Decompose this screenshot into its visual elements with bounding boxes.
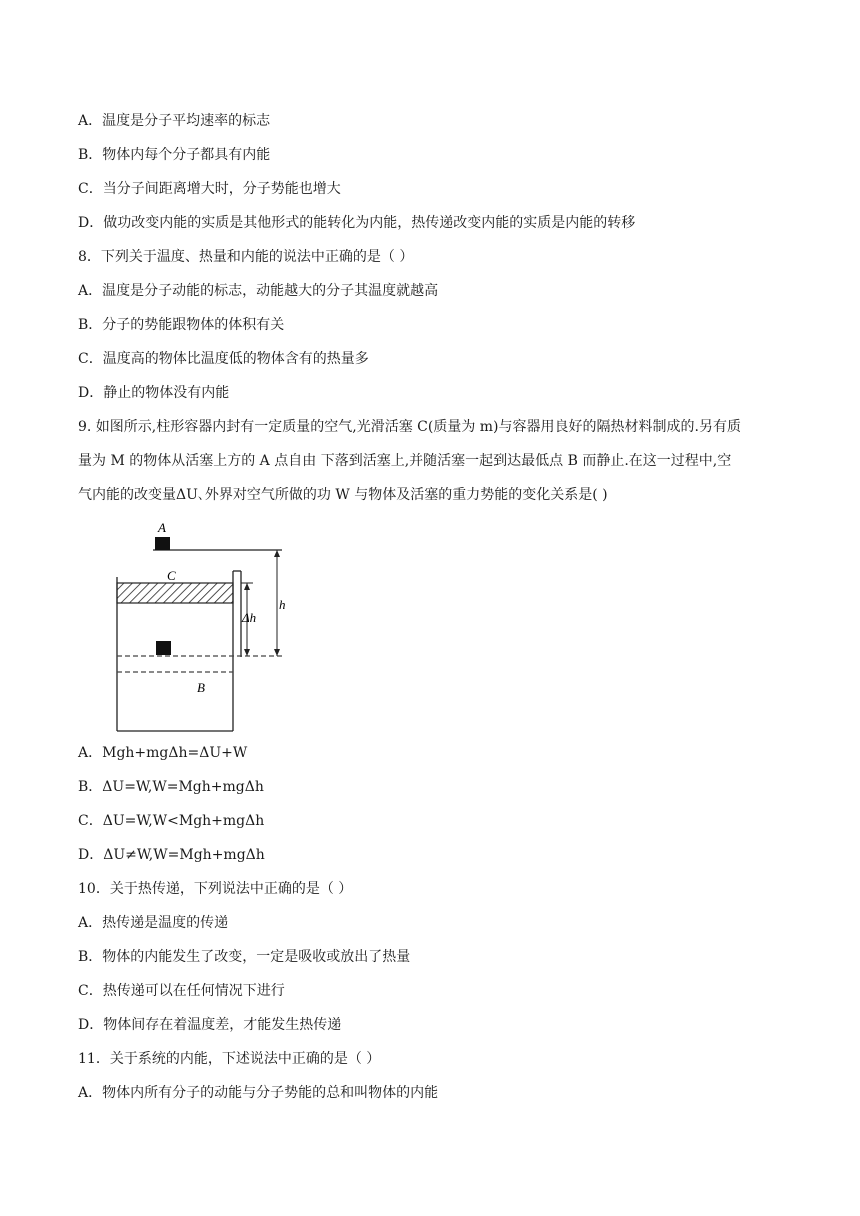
piston-c (117, 583, 233, 603)
q8-option-d: D．静止的物体没有内能 (78, 385, 230, 401)
q8-option-a: A．温度是分子动能的标志，动能越大的分子其温度就越高 (78, 283, 439, 299)
q7-option-b: B．物体内每个分子都具有内能 (78, 147, 271, 163)
q9-stem-line-2: 量为 M 的物体从活塞上方的 A 点自由 下落到活塞上,并随活塞一起到达最低点 B 而静止.在这一过程中,空 (78, 453, 732, 469)
q7-option-a: A．温度是分子平均速率的标志 (78, 113, 271, 129)
q7-option-d: D．做功改变内能的实质是其他形式的能转化为内能，热传递改变内能的实质是内能的转移 (78, 215, 636, 231)
label-c: C (167, 568, 176, 583)
q8-stem: 8．下列关于温度、热量和内能的说法中正确的是（ ） (78, 249, 414, 265)
q9-option-b: B．ΔU=W,W=Mgh+mgΔh (78, 779, 264, 795)
q9-option-d: D．ΔU≠W,W=Mgh+mgΔh (78, 847, 265, 863)
q9-option-a: A．Mgh+mgΔh=ΔU+W (78, 745, 248, 761)
q10-stem: 10．关于热传递，下列说法中正确的是（ ） (78, 881, 353, 897)
label-h: h (279, 597, 286, 612)
label-a: A (158, 520, 166, 535)
q7-option-c: C．当分子间距离增大时，分子势能也增大 (78, 181, 341, 197)
label-dh: Δh (242, 610, 257, 625)
q9-option-c: C．ΔU=W,W<Mgh+mgΔh (78, 813, 265, 829)
q10-option-c: C．热传递可以在任何情况下进行 (78, 983, 285, 999)
q8-option-c: C．温度高的物体比温度低的物体含有的热量多 (78, 351, 369, 367)
block-falling (156, 641, 171, 655)
q8-option-b: B．分子的势能跟物体的体积有关 (78, 317, 285, 333)
q9-stem-line-3: 气内能的改变量ΔU､外界对空气所做的功 W 与物体及活塞的重力势能的变化关系是( ) (78, 487, 608, 503)
piston-diagram (110, 520, 310, 735)
q10-option-d: D．物体间存在着温度差，才能发生热传递 (78, 1017, 342, 1033)
q10-option-b: B．物体的内能发生了改变，一定是吸收或放出了热量 (78, 949, 411, 965)
piston-diagram-svg (110, 520, 310, 735)
q11-option-a: A．物体内所有分子的动能与分子势能的总和叫物体的内能 (78, 1085, 439, 1101)
q11-stem: 11．关于系统的内能，下述说法中正确的是（ ） (78, 1051, 381, 1067)
block-a (155, 537, 170, 550)
q10-option-a: A．热传递是温度的传递 (78, 915, 229, 931)
q9-stem-line-1: 9. 如图所示,柱形容器内封有一定质量的空气,光滑活塞 C(质量为 m)与容器用良好的隔热材料制成的.另有质 (78, 419, 741, 435)
label-b: B (197, 680, 205, 695)
